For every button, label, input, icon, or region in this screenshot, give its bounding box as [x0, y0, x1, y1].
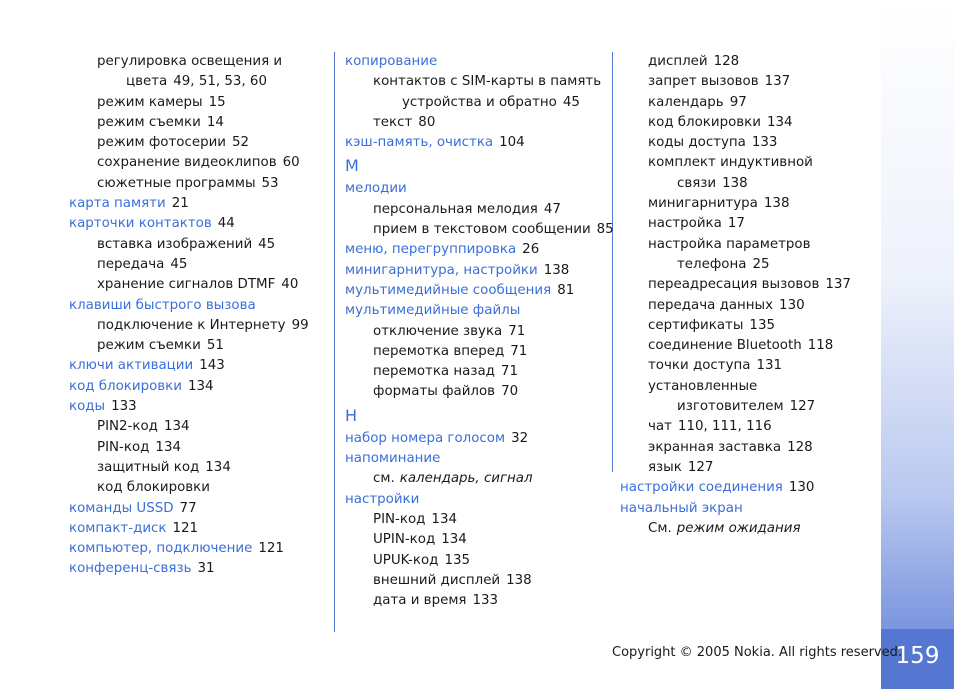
- index-entry-text: дата и время: [373, 593, 467, 609]
- index-entry-text: устройства и обратно: [402, 94, 557, 110]
- page-references: 134: [441, 532, 467, 548]
- index-entry: [69, 235, 324, 255]
- page-references: 45: [562, 94, 580, 110]
- index-entry-text: чат: [648, 419, 672, 435]
- page-references: 118: [807, 338, 834, 354]
- page-references: 138: [722, 175, 748, 191]
- index-term-text: компакт-диск: [69, 520, 167, 536]
- index-entry-text: перемотка вперед: [373, 343, 505, 359]
- index-entry-text: перемотка назад: [373, 364, 495, 380]
- index-entry-text: режим съемки: [97, 338, 201, 354]
- index-entry: [345, 469, 615, 489]
- index-entry-text: режим фотосерии: [97, 135, 227, 151]
- index-term-link[interactable]: [345, 281, 615, 301]
- page-references: 134: [766, 114, 793, 130]
- index-term-link[interactable]: [345, 490, 615, 510]
- index-entry: [620, 153, 875, 173]
- index-term-link[interactable]: [69, 499, 324, 519]
- page-references: 135: [444, 552, 470, 568]
- page-references: 104: [499, 135, 525, 151]
- index-term-text: клавиши быстрого вызова: [69, 297, 256, 313]
- index-entry: [69, 52, 324, 72]
- page-references: 99: [291, 317, 309, 333]
- index-entry: [345, 530, 615, 550]
- index-term-link[interactable]: [69, 397, 324, 417]
- index-entry: [69, 153, 324, 173]
- page-references: 47: [543, 201, 561, 217]
- index-entry: [620, 235, 875, 255]
- index-entry-text: текст: [373, 114, 413, 130]
- index-term-link[interactable]: [345, 52, 615, 72]
- index-entry: [69, 113, 324, 133]
- page-references: 133: [111, 399, 137, 415]
- index-term-text: начальный экран: [620, 500, 743, 516]
- index-letter-heading: М: [345, 156, 359, 176]
- index-entry: [345, 113, 615, 133]
- index-term-link[interactable]: [345, 261, 615, 281]
- index-term-text: минигарнитура, настройки: [345, 262, 538, 278]
- page-references: 49, 51, 53, 60: [173, 74, 267, 90]
- index-entry-text: коды доступа: [648, 135, 746, 151]
- page-references: 40: [281, 277, 299, 293]
- index-entry-text: передача: [97, 256, 165, 272]
- index-entry: [620, 438, 875, 458]
- index-entry: [69, 133, 324, 153]
- index-term-link[interactable]: [620, 499, 875, 519]
- index-entry: [345, 571, 615, 591]
- index-entry: [345, 220, 615, 240]
- index-entry-text: сюжетные программы: [97, 175, 256, 191]
- index-entry-text: минигарнитура: [648, 196, 758, 212]
- page-references: 25: [752, 256, 770, 272]
- index-term-text: настройки: [345, 491, 420, 507]
- index-entry-text: цвета: [126, 74, 168, 90]
- index-entry: [345, 72, 615, 92]
- index-entry-text: хранение сигналов DTMF: [97, 277, 276, 293]
- index-term-text: мультимедийные сообщения: [345, 282, 552, 298]
- page-references: 71: [508, 323, 526, 339]
- index-entry: [345, 342, 615, 362]
- index-term-text: коды: [69, 399, 106, 415]
- index-entry-text: режим камеры: [97, 94, 203, 110]
- page-references: 71: [510, 343, 528, 359]
- index-column-1: [69, 52, 324, 580]
- index-term-link[interactable]: [69, 194, 324, 214]
- index-entry-text: связи: [677, 175, 717, 191]
- index-term-link[interactable]: [345, 179, 615, 199]
- index-entry: [345, 551, 615, 571]
- page-references: 71: [500, 364, 518, 380]
- index-entry-text: UPUK-код: [373, 552, 439, 568]
- index-entry-text: PIN2-код: [97, 419, 158, 435]
- page-references: 138: [506, 572, 532, 588]
- index-entry-text: прием в текстовом сообщении: [373, 222, 591, 238]
- index-term-link[interactable]: [345, 449, 615, 469]
- index-entry: [620, 194, 875, 214]
- index-term-text: набор номера голосом: [345, 430, 506, 446]
- index-entry-text: сертификаты: [648, 317, 744, 333]
- index-entry-text: режим съемки: [97, 114, 201, 130]
- page-references: 52: [232, 135, 250, 151]
- index-entry: [620, 275, 875, 295]
- index-term-text: команды USSD: [69, 500, 174, 516]
- index-term-text: компьютер, подключение: [69, 541, 253, 557]
- index-entry: [620, 133, 875, 153]
- page-references: 21: [171, 196, 189, 212]
- index-entry: [620, 296, 875, 316]
- index-entry: [345, 591, 615, 611]
- index-entry-text: См.: [648, 520, 672, 536]
- index-term-link[interactable]: [345, 301, 615, 321]
- index-entry-text: точки доступа: [648, 358, 751, 374]
- page-references: 131: [756, 358, 783, 374]
- index-entry: [620, 72, 875, 92]
- index-entry-text: код блокировки: [648, 114, 761, 130]
- page-references: 138: [763, 196, 790, 212]
- index-entry-text: запрет вызовов: [648, 74, 759, 90]
- page-references: 134: [205, 459, 231, 475]
- page-references: 134: [163, 419, 190, 435]
- index-entry-text: форматы файлов: [373, 384, 496, 400]
- index-entry: [345, 322, 615, 342]
- index-entry: [69, 72, 324, 92]
- index-entry: [620, 336, 875, 356]
- index-entry-text: UPIN-код: [373, 532, 436, 548]
- index-entry-text: настройка: [648, 216, 722, 232]
- index-term-text: меню, перегруппировка: [345, 242, 517, 258]
- index-letter-heading: Н: [345, 405, 358, 425]
- index-entry: [345, 382, 615, 402]
- page-references: 110, 111, 116: [677, 419, 772, 435]
- index-entry-text: внешний дисплей: [373, 572, 501, 588]
- index-term-text: ключи активации: [69, 358, 194, 374]
- index-entry: [69, 255, 324, 275]
- index-term-link[interactable]: [69, 214, 324, 234]
- index-entry-text: подключение к Интернету: [97, 317, 286, 333]
- see-also-reference: режим ожидания: [676, 520, 801, 536]
- page-references: 133: [751, 135, 778, 151]
- page-references: 138: [543, 262, 570, 278]
- page-references: 80: [418, 114, 436, 130]
- index-entry: [620, 316, 875, 336]
- index-term-text: копирование: [345, 54, 438, 69]
- index-entry-text: экранная заставка: [648, 439, 782, 455]
- page-references: 121: [258, 541, 284, 557]
- index-term-link[interactable]: [69, 519, 324, 539]
- index-term-link[interactable]: [69, 356, 324, 376]
- index-entry-text: телефона: [677, 256, 747, 272]
- index-entry: [345, 93, 615, 113]
- index-term-link[interactable]: [620, 478, 875, 498]
- index-term-text: настройки соединения: [620, 480, 783, 496]
- index-entry: [69, 458, 324, 478]
- page-references: 14: [206, 114, 224, 130]
- column-divider: [334, 52, 335, 632]
- page-references: 97: [729, 94, 747, 110]
- index-entry: [620, 458, 875, 478]
- index-column-2: [345, 52, 615, 611]
- index-entry-text: код блокировки: [97, 480, 210, 496]
- page-references: 26: [522, 242, 540, 258]
- index-entry: [620, 93, 875, 113]
- index-entry-text: передача данных: [648, 297, 774, 313]
- page-references: 134: [155, 439, 181, 455]
- page-references: 45: [258, 236, 276, 252]
- index-entry: [69, 93, 324, 113]
- page-references: 121: [172, 520, 199, 536]
- page-number: 159: [895, 643, 940, 669]
- index-entry-text: персональная мелодия: [373, 201, 538, 217]
- index-entry-text: настройка параметров: [648, 236, 811, 252]
- page-sidebar: [881, 0, 954, 689]
- page-references: 60: [282, 155, 300, 171]
- page-references: 44: [217, 216, 235, 232]
- page-references: 130: [788, 480, 815, 496]
- index-term-text: напоминание: [345, 451, 441, 467]
- index-term-text: кэш-память, очистка: [345, 135, 494, 151]
- page-references: 143: [199, 358, 225, 374]
- index-entry: [620, 113, 875, 133]
- index-term-text: карта памяти: [69, 196, 166, 212]
- index-entry-text: язык: [648, 459, 682, 475]
- page-references: 53: [261, 175, 279, 191]
- index-entry-text: защитный код: [97, 459, 200, 475]
- page-references: 135: [749, 317, 775, 333]
- index-term-link[interactable]: [345, 429, 615, 449]
- index-entry: [345, 510, 615, 530]
- index-term-link[interactable]: [69, 296, 324, 316]
- index-term-link[interactable]: [345, 133, 615, 153]
- index-term-text: карточки контактов: [69, 216, 212, 232]
- index-entry: [69, 438, 324, 458]
- page-references: 133: [472, 593, 499, 609]
- index-entry: [620, 397, 875, 417]
- page-references: 128: [713, 54, 740, 69]
- page-references: 81: [557, 282, 575, 298]
- page-references: 127: [789, 399, 816, 415]
- index-entry: [69, 478, 324, 498]
- index-entry: [620, 214, 875, 234]
- index-term-text: мультимедийные файлы: [345, 303, 521, 319]
- page-references: 70: [501, 384, 519, 400]
- index-entry-text: изготовителем: [677, 399, 784, 415]
- index-entry: [69, 417, 324, 437]
- page-references: 128: [787, 439, 813, 455]
- index-entry: [345, 362, 615, 382]
- page-references: 32: [511, 430, 529, 446]
- page-references: 51: [206, 338, 224, 354]
- page-references: 15: [208, 94, 226, 110]
- index-term-link[interactable]: [69, 539, 324, 559]
- index-entry-text: дисплей: [648, 54, 708, 69]
- page-references: 31: [197, 561, 215, 577]
- index-entry: [69, 336, 324, 356]
- page-references: 137: [764, 74, 791, 90]
- page-references: 130: [779, 297, 805, 313]
- index-entry: [69, 174, 324, 194]
- copyright-notice: Copyright © 2005 Nokia. All rights reserved.: [612, 645, 902, 660]
- index-entry-text: регулировка освещения и: [97, 54, 283, 69]
- index-term-link[interactable]: [345, 240, 615, 260]
- index-entry: [620, 417, 875, 437]
- index-term-link[interactable]: [69, 377, 324, 397]
- index-term-text: мелодии: [345, 181, 407, 197]
- page-references: 137: [825, 277, 851, 293]
- see-also-reference: календарь, сигнал: [399, 471, 533, 487]
- index-term-link[interactable]: [69, 559, 324, 579]
- index-entry: [620, 519, 875, 539]
- index-entry: [620, 52, 875, 72]
- index-column-3: [620, 52, 875, 539]
- index-entry-text: PIN-код: [373, 511, 426, 527]
- page-references: 77: [179, 500, 197, 516]
- index-term-text: конференц-связь: [69, 561, 192, 577]
- index-entry-text: сохранение видеоклипов: [97, 155, 277, 171]
- index-entry: [620, 255, 875, 275]
- index-entry-text: соединение Bluetooth: [648, 338, 802, 354]
- index-entry-text: см.: [373, 471, 395, 487]
- page-references: 127: [687, 459, 714, 475]
- index-entry: [345, 200, 615, 220]
- index-entry-text: вставка изображений: [97, 236, 253, 252]
- page-references: 134: [187, 378, 214, 394]
- page-references: 134: [431, 511, 457, 527]
- index-entry-text: установленные: [648, 378, 758, 394]
- index-entry: [620, 174, 875, 194]
- page-references: 45: [170, 256, 188, 272]
- index-entry: [69, 275, 324, 295]
- index-entry: [620, 356, 875, 376]
- index-entry-text: календарь: [648, 94, 724, 110]
- index-term-text: код блокировки: [69, 378, 182, 394]
- index-entry-text: комплект индуктивной: [648, 155, 813, 171]
- index-entry: [69, 316, 324, 336]
- index-entry-text: контактов с SIM-карты в память: [373, 74, 602, 90]
- index-entry-text: PIN-код: [97, 439, 150, 455]
- index-entry-text: переадресация вызовов: [648, 277, 820, 293]
- page-references: 17: [727, 216, 745, 232]
- page-references: 85: [596, 222, 614, 238]
- index-entry-text: отключение звука: [373, 323, 503, 339]
- index-entry: [620, 377, 875, 397]
